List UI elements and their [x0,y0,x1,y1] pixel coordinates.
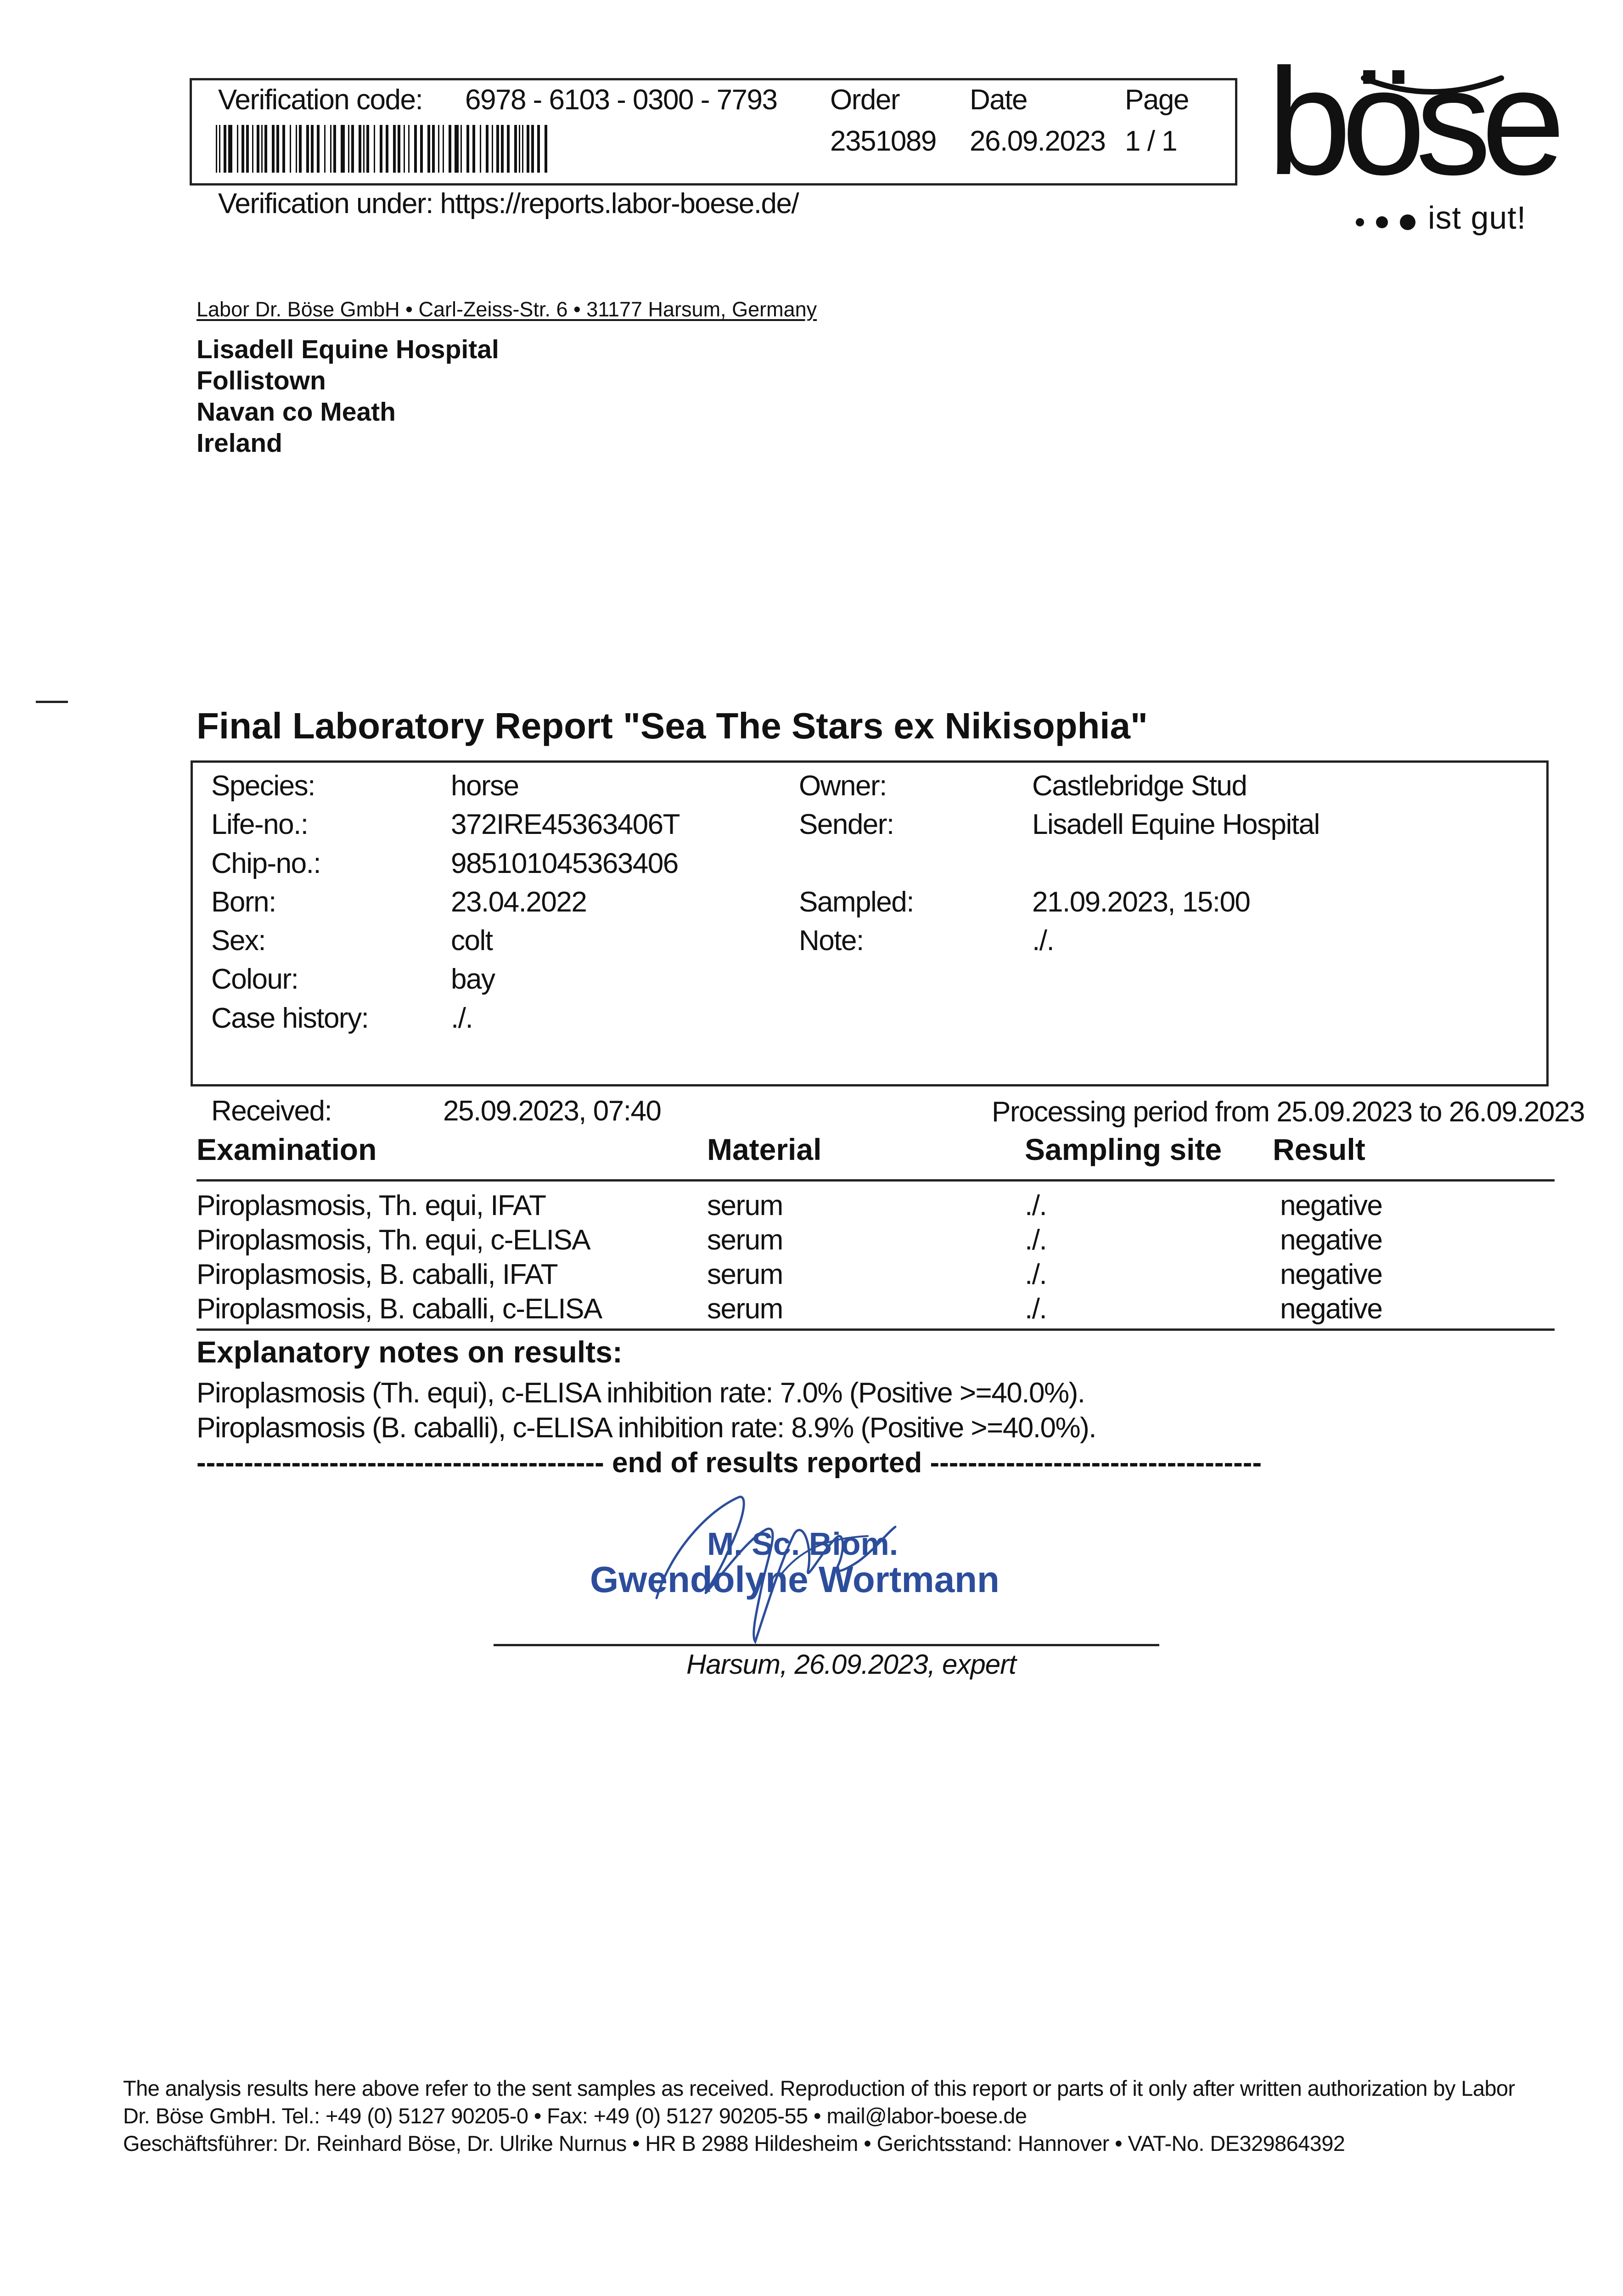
end-of-results-line: ------------------------------------------- end of results reported ----------------------------------- [197,1447,1262,1479]
sampling-site-cell: ./. [1025,1293,1047,1325]
column-header-material: Material [707,1132,822,1166]
signature-stamp-title: M. Sc. Biom. [707,1526,899,1562]
sender-label: Sender: [799,809,894,840]
barcode-icon [216,125,551,173]
verification-code: 6978 - 6103 - 0300 - 7793 [465,84,777,116]
verification-url: Verification under: https://reports.labor-boese.de/ [218,188,799,219]
recipient-city: Navan co Meath [197,397,396,427]
case-history-label: Case history: [211,1002,369,1034]
order-label: Order [830,84,899,116]
owner-label: Owner: [799,770,887,802]
sampling-site-cell: ./. [1025,1259,1047,1290]
born-label: Born: [211,886,276,918]
column-header-sampling-site: Sampling site [1025,1132,1222,1166]
sampling-site-cell: ./. [1025,1190,1047,1221]
sampling-site-cell: ./. [1025,1224,1047,1256]
smile-arc-icon [1359,69,1506,101]
chip-number-value: 985101045363406 [451,848,678,879]
born-value: 23.04.2022 [451,886,587,918]
processing-period: Processing period from 25.09.2023 to 26.09.2023 [992,1096,1584,1128]
species-label: Species: [211,770,315,802]
table-bottom-rule [197,1328,1555,1331]
material-cell: serum [707,1190,783,1221]
report-date: 26.09.2023 [970,125,1106,157]
verification-label: Verification code: [218,84,423,116]
notes-heading: Explanatory notes on results: [197,1335,623,1369]
signature-line [494,1644,1159,1646]
material-cell: serum [707,1259,783,1290]
examination-cell: Piroplasmosis, Th. equi, c-ELISA [197,1224,590,1256]
note-line: Piroplasmosis (B. caballi), c-ELISA inhibition rate: 8.9% (Positive >=40.0%). [197,1412,1096,1444]
recipient-country: Ireland [197,428,282,458]
signature-stamp-name: Gwendolyne Wortmann [590,1559,1000,1600]
result-cell: negative [1280,1224,1382,1256]
recipient-name: Lisadell Equine Hospital [197,335,499,364]
examination-cell: Piroplasmosis, B. caballi, c-ELISA [197,1293,602,1325]
footer-line: Dr. Böse GmbH. Tel.: +49 (0) 5127 90205-0 • Fax: +49 (0) 5127 90205-55 • mail@labor-boese.de [123,2104,1027,2128]
examination-cell: Piroplasmosis, Th. equi, IFAT [197,1190,546,1221]
logo-slogan: ist gut! [1428,200,1527,236]
life-number-value: 372IRE45363406T [451,809,680,840]
page-label: Page [1125,84,1189,116]
examination-cell: Piroplasmosis, B. caballi, IFAT [197,1259,558,1290]
colour-label: Colour: [211,963,298,995]
result-cell: negative [1280,1259,1382,1290]
life-number-label: Life-no.: [211,809,308,840]
column-header-examination: Examination [197,1132,377,1166]
colour-value: bay [451,963,495,995]
received-value: 25.09.2023, 07:40 [443,1095,661,1127]
chip-number-label: Chip-no.: [211,848,321,879]
material-cell: serum [707,1293,783,1325]
owner-value: Castlebridge Stud [1032,770,1247,802]
sex-label: Sex: [211,925,266,957]
column-header-result: Result [1273,1132,1365,1166]
recipient-street: Follistown [197,366,326,395]
sender-address-line: Labor Dr. Böse GmbH • Carl-Zeiss-Str. 6 • 31177 Harsum, Germany [197,298,817,321]
sampled-label: Sampled: [799,886,914,918]
footer-line: The analysis results here above refer to the sent samples as received. Reproduction of this report or parts of it only after written authorization by Labor [123,2076,1515,2100]
dots-icon [1353,212,1422,231]
table-header-rule [197,1179,1555,1182]
handwritten-signature [629,1483,950,1644]
sender-value: Lisadell Equine Hospital [1032,809,1320,840]
date-label: Date [970,84,1027,116]
fold-mark [36,701,68,703]
boese-logo: böse [1267,37,1556,206]
material-cell: serum [707,1224,783,1256]
footer-line: Geschäftsführer: Dr. Reinhard Böse, Dr. Ulrike Nurnus • HR B 2988 Hildesheim • Gerichtsstand: Hannover • VAT-No. DE329864392 [123,2131,1345,2155]
sex-value: colt [451,925,493,957]
report-title: Final Laboratory Report "Sea The Stars ex Nikisophia" [197,705,1148,746]
order-number: 2351089 [830,125,936,157]
note-label: Note: [799,925,864,957]
result-cell: negative [1280,1190,1382,1221]
note-value: ./. [1032,925,1054,957]
note-line: Piroplasmosis (Th. equi), c-ELISA inhibition rate: 7.0% (Positive >=40.0%). [197,1377,1085,1409]
result-cell: negative [1280,1293,1382,1325]
received-label: Received: [211,1095,332,1127]
case-history-value: ./. [451,1002,473,1034]
signature-caption: Harsum, 26.09.2023, expert [686,1649,1016,1680]
species-value: horse [451,770,519,802]
page-number: 1 / 1 [1125,125,1177,157]
sampled-value: 21.09.2023, 15:00 [1032,886,1250,918]
